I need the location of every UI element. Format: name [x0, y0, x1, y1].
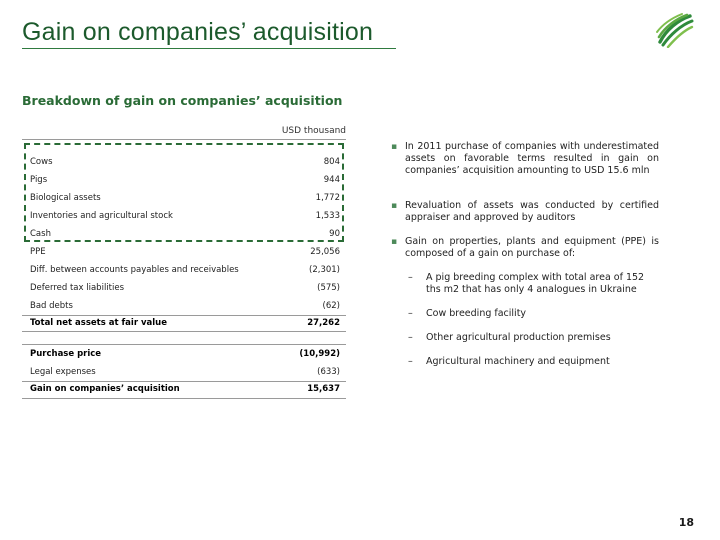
row-value: 804 [323, 157, 340, 167]
bullet-text: In 2011 purchase of companies with underestimated assets on favorable terms resulted in gain on companies’ acquisition amounting to USD 15.6 mln [405, 141, 659, 176]
table-row [30, 367, 340, 381]
sub-bullet-text: Agricultural machinery and equipment [426, 356, 610, 367]
table-rule [22, 381, 346, 382]
bullet-item [391, 200, 659, 226]
row-value: (10,992) [299, 349, 340, 359]
page-title: Gain on companies’ acquisition [22, 18, 374, 46]
bullet-item [391, 236, 659, 262]
table-row [30, 193, 340, 207]
row-label: Gain on companies’ acquisition [30, 384, 180, 394]
dash-icon: – [408, 356, 413, 367]
table-rule [22, 344, 346, 345]
table-row [30, 283, 340, 297]
row-value: (633) [317, 367, 340, 377]
row-label: Diff. between accounts payables and receivables [30, 265, 239, 275]
row-label: Inventories and agricultural stock [30, 211, 173, 221]
title-underline [22, 48, 396, 49]
table-rule [22, 315, 346, 316]
bullet-square-icon: ▪ [391, 201, 398, 211]
table-row [30, 301, 340, 315]
section-subtitle: Breakdown of gain on companies’ acquisition [22, 93, 343, 108]
row-value: (2,301) [309, 265, 340, 275]
table-row [30, 265, 340, 279]
table-row [30, 349, 340, 363]
row-value: 1,533 [315, 211, 340, 221]
dash-icon: – [408, 332, 413, 343]
table-row [30, 211, 340, 225]
table-row [30, 175, 340, 189]
table-row-total [30, 318, 340, 332]
bullet-text: Revaluation of assets was conducted by certified appraiser and approved by auditors [405, 200, 659, 223]
sub-bullet-item [408, 308, 660, 322]
bullet-square-icon: ▪ [391, 142, 398, 152]
table-row [30, 247, 340, 261]
dash-icon: – [408, 308, 413, 319]
row-label: Purchase price [30, 349, 102, 359]
sub-bullet-text: Cow breeding facility [426, 308, 527, 319]
row-label: Deferred tax liabilities [30, 283, 125, 293]
table-top-rule [22, 139, 346, 140]
table-unit: USD thousand [281, 126, 346, 136]
row-label: Total net assets at fair value [30, 318, 167, 328]
row-label: PPE [30, 247, 46, 257]
sub-bullet-item [408, 272, 660, 298]
row-value: (62) [322, 301, 340, 311]
bullet-text: Gain on properties, plants and equipment (PPE) is composed of a gain on purchase of: [405, 236, 659, 259]
row-value: 944 [323, 175, 340, 185]
dash-icon: – [408, 272, 413, 283]
row-value: 27,262 [307, 318, 340, 328]
row-label: Cash [30, 229, 51, 239]
row-label: Biological assets [30, 193, 101, 203]
row-value: 15,637 [307, 384, 340, 394]
page-number: 18 [678, 516, 694, 529]
row-value: 1,772 [315, 193, 340, 203]
sub-bullet-item [408, 356, 660, 370]
sub-bullet-text: A pig breeding complex with total area of 152 ths m2 that has only 4 analogues in Ukraine [426, 272, 645, 295]
row-label: Legal expenses [30, 367, 96, 377]
row-label: Bad debts [30, 301, 73, 311]
row-label: Pigs [30, 175, 48, 185]
row-value: (575) [317, 283, 340, 293]
row-value: 90 [329, 229, 340, 239]
table-row [30, 157, 340, 171]
sub-bullet-text: Other agricultural production premises [426, 332, 611, 343]
company-logo-icon [654, 12, 694, 48]
bullet-item [391, 141, 659, 189]
sub-bullet-item [408, 332, 660, 346]
bullet-square-icon: ▪ [391, 237, 398, 247]
table-row-gain [30, 384, 340, 398]
table-bottom-rule [22, 398, 346, 399]
row-label: Cows [30, 157, 53, 167]
table-row [30, 229, 340, 243]
row-value: 25,056 [310, 247, 340, 257]
table-rule [22, 331, 346, 332]
